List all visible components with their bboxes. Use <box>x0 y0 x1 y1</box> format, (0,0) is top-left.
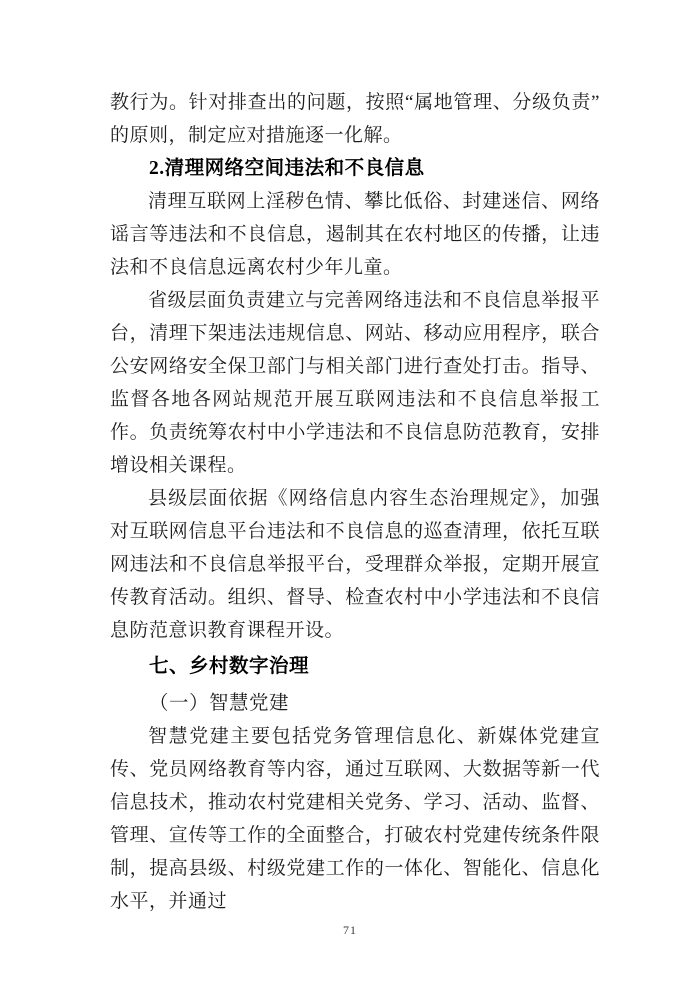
body-paragraph: 清理互联网上淫秽色情、攀比低俗、封建迷信、网络谣言等违法和不良信息，遏制其在农村地区的传播，让违法和不良信息远离农村少年儿童。 <box>110 191 600 278</box>
numbered-heading: 2.清理网络空间违法和不良信息 <box>149 158 425 179</box>
page-number: 71 <box>343 923 357 937</box>
body-paragraph: 智慧党建主要包括党务管理信息化、新媒体党建宣传、党员网络教育等内容，通过互联网、大数据等新一代信息技术，推动农村党建相关党务、学习、活动、监督、管理、宣传等工作的全面整合，打破农村党建传统条件限制，提高县级、村级党建工作的一体化、智能化、信息化水平，并通过 <box>110 726 600 912</box>
body-paragraph-continuation: 教行为。针对排查出的问题，按照“属地管理、分级负责”的原则，制定应对措施逐一化解。 <box>110 92 600 146</box>
body-paragraph: 县级层面依据《网络信息内容生态治理规定》，加强对互联网信息平台违法和不良信息的巡查清理，依托互联网违法和不良信息举报平台，受理群众举报，定期开展宣传教育活动。组织、督导、检查农村中小学违法和不良信息防范意识教育课程开设。 <box>110 488 600 641</box>
body-paragraph: 省级层面负责建立与完善网络违法和不良信息举报平台，清理下架违法违规信息、网站、移动应用程序，联合公安网络安全保卫部门与相关部门进行查处打击。指导、监督各地各网站规范开展互联网违法和不良信息举报工作。负责统筹农村中小学违法和不良信息防范教育，安排增设相关课程。 <box>110 290 600 476</box>
section-heading: 七、乡村数字治理 <box>149 655 310 677</box>
subsection-heading: （一）智慧党建 <box>149 693 290 714</box>
document-body <box>110 86 600 918</box>
